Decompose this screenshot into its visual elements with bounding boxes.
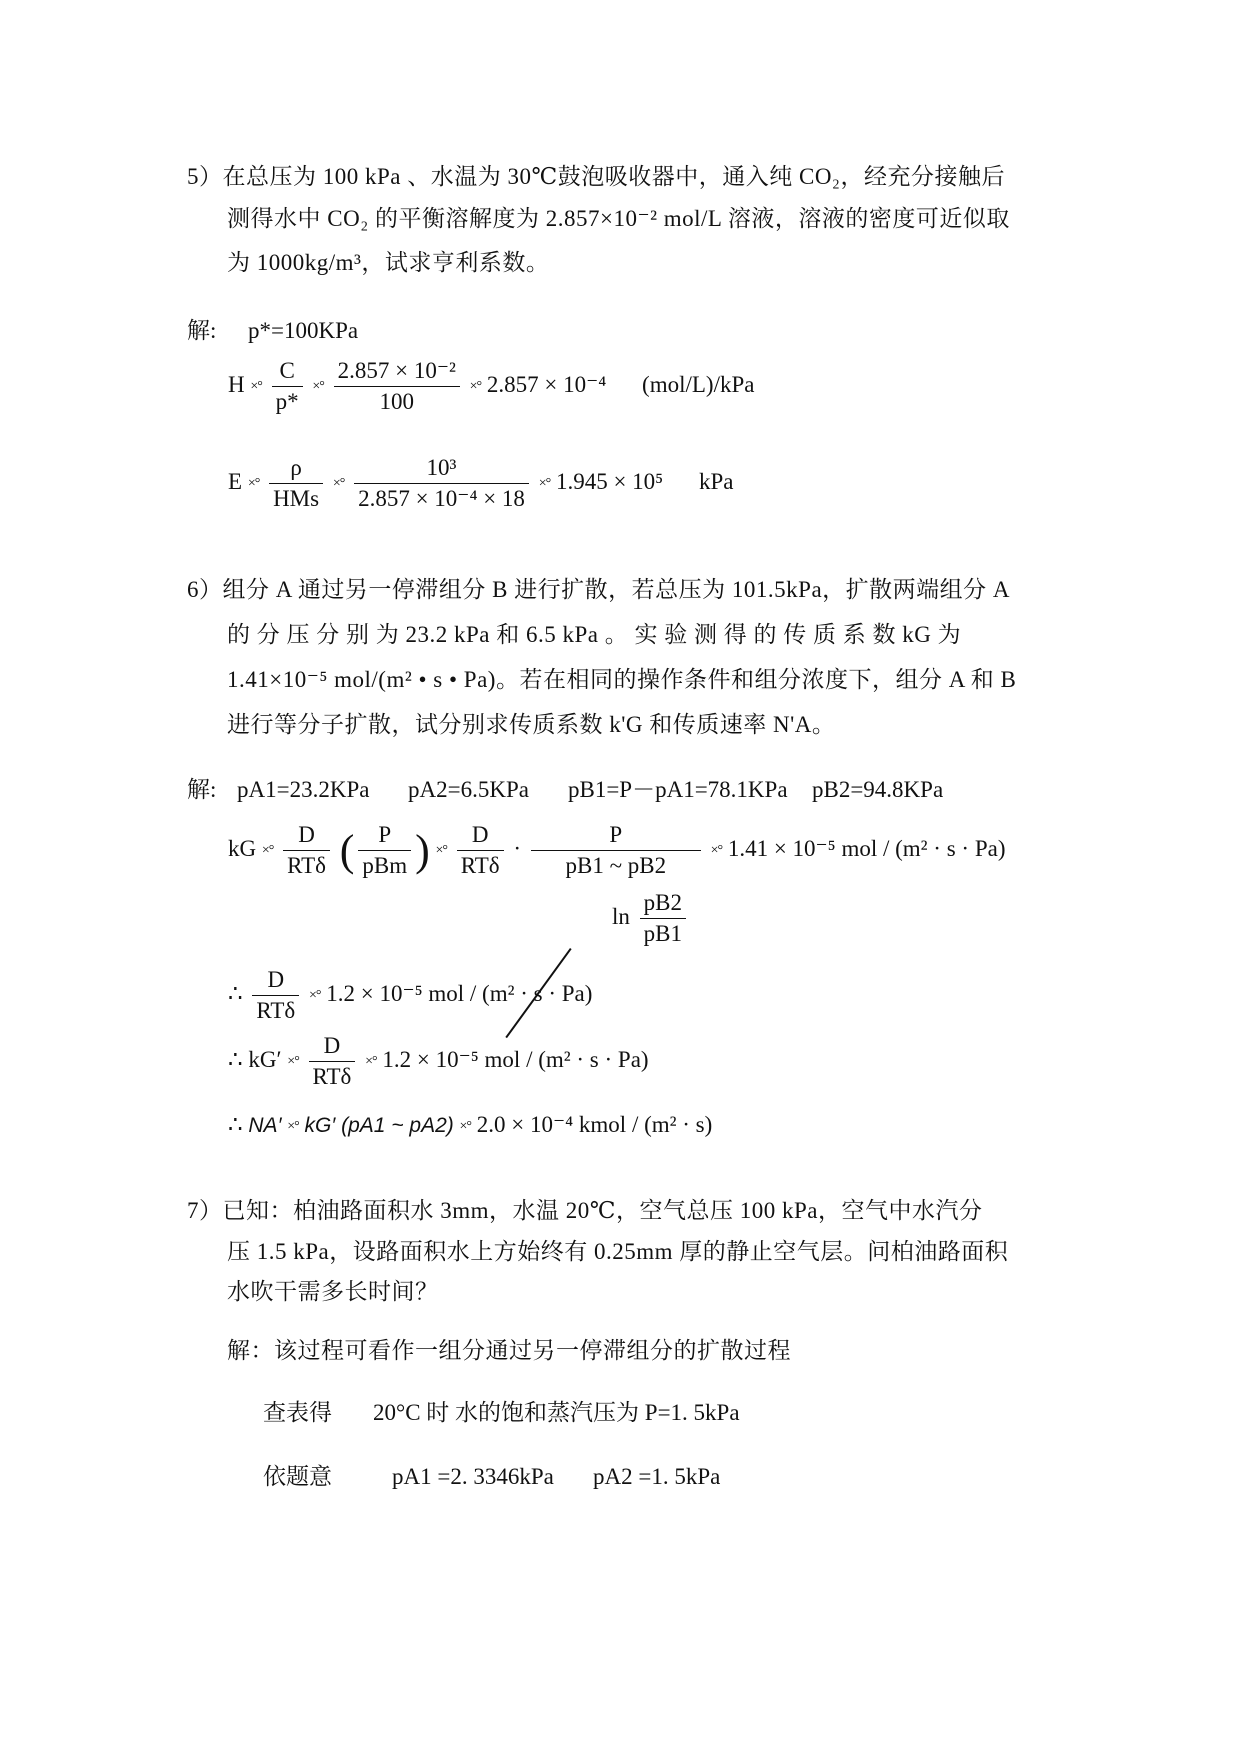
H-result: 2.857 × 10⁻⁴ — [486, 371, 607, 397]
s6-result3: ∴ NA′ ×° kG′ (pA1 ~ pA2) ×° 2.0 × 10⁻⁴ kmol / (m² · s) — [228, 1112, 713, 1137]
s6-pA2: pA2=6.5KPa — [408, 777, 529, 802]
H-unit: (mol/L)/kPa — [642, 371, 755, 397]
s7-lookup-label: 查表得 — [263, 1400, 332, 1425]
q6-line1: 6）组分 A 通过另一停滞组分 B 进行扩散，若总压为 101.5kPa，扩散两端组分 A — [187, 577, 1011, 602]
kG-frac1: $\frac{D}{\text{RTδ}}$ — [283, 822, 330, 879]
s6-head: 解: — [187, 777, 217, 802]
s7-pA1: pA1 =2. 3346kPa — [392, 1464, 554, 1489]
kG-big-frac: $\frac{P}{pB1 \sim pB2}$ — [531, 822, 701, 879]
s5-head: 解: — [187, 318, 217, 343]
kG-paren-frac: $\frac{P}{\text{pBm}}$ — [358, 822, 411, 879]
kG-frac2: $\frac{D}{\text{RTδ}}$ — [457, 822, 504, 879]
s5-E-equation: E ×° $\frac{\rho}{\text{HMs}}$ ×° $\frac{\text{10³}}{\text{2.857 × 10⁻⁴ × 18}}$ ×° 1.945 × 10⁵ kPa — [228, 455, 734, 511]
H-frac1: $\frac{C}{p*}$ — [272, 358, 303, 415]
q5-line1: 5）在总压为 100 kPa 、水温为 30℃鼓泡吸收器中，通入纯 CO₂，经充分接触后 — [187, 164, 1005, 189]
E-frac1: $\frac{\rho}{\text{HMs}}$ — [269, 455, 323, 512]
s6-kG-equation: kG ×° $\frac{D}{\text{RTδ}}$ ( $\frac{P}{\text{pBm}}$ ) ×° $\frac{D}{\text{RTδ}}$ · $\frac{P}{pB1 \sim pB2}$ ×° 1.41 × 10⁻⁵ mol / (m² · s · Pa) — [228, 822, 1006, 878]
q7-line1: 7）已知：柏油路面积水 3mm，水温 20℃，空气总压 100 kPa，空气中水汽分 — [187, 1198, 983, 1223]
kG-result: 1.41 × 10⁻⁵ mol / (m² · s · Pa) — [727, 835, 1006, 861]
H-lhs: H — [228, 371, 245, 397]
E-lhs: E — [228, 468, 243, 494]
E-unit: kPa — [698, 468, 734, 494]
q7-line2: 压 1.5 kPa，设路面积水上方始终有 0.25mm 厚的静止空气层。问柏油路面积 — [227, 1239, 1009, 1264]
q7-line3: 水吹干需多长时间？ — [227, 1279, 439, 1304]
s6-pA1: pA1=23.2KPa — [237, 777, 370, 802]
s6-result2: ∴ kG′ ×° $\frac{D}{\text{RTδ}}$ ×° 1.2 × 10⁻⁵ mol / (m² · s · Pa) — [228, 1033, 649, 1089]
s7-line1: 解：该过程可看作一组分通过另一停滞组分的扩散过程 — [227, 1338, 791, 1363]
H-frac2: $\frac{\text{2.857 × 10⁻²}}{100}$ — [334, 358, 460, 415]
s6-pB1: pB1=P－pA1=78.1KPa — [568, 777, 788, 802]
s5-H-equation: H ×° $\frac{C}{p*}$ ×° $\frac{\text{2.857 × 10⁻²}}{100}$ ×° 2.857 × 10⁻⁴ (mol/L)/kPa — [228, 358, 755, 414]
s6-result1: ∴ $\frac{D}{\text{RTδ}}$ ×° 1.2 × 10⁻⁵ mol / (m² · s · Pa) — [228, 967, 593, 1023]
s5-p-star: p*=100KPa — [248, 318, 359, 343]
s7-given-label: 依题意 — [263, 1464, 332, 1489]
q5-line2: 测得水中 CO₂ 的平衡溶解度为 2.857×10⁻² mol/L 溶液，溶液的密度可近似取 — [227, 206, 1010, 231]
s7-pA2: pA2 =1. 5kPa — [593, 1464, 721, 1489]
q6-line4: 进行等分子扩散，试分别求传质系数 k'G 和传质速率 N'A。 — [227, 712, 836, 737]
kG-lhs: kG — [228, 835, 257, 861]
q5-line3: 为 1000kg/m³，试求亨利系数。 — [227, 250, 550, 275]
E-frac2: $\frac{\text{10³}}{\text{2.857 × 10⁻⁴ × 18}}$ — [354, 455, 529, 512]
s7-lookup-text: 20°C 时 水的饱和蒸汽压为 P=1. 5kPa — [373, 1400, 740, 1425]
q6-line3: 1.41×10⁻⁵ mol/(m² • s • Pa)。若在相同的操作条件和组分浓度下，组分 A 和 B — [227, 667, 1017, 692]
s6-pB2: pB2=94.8KPa — [812, 777, 944, 802]
ln-term: ln $\frac{pB2}{pB1}$ — [612, 890, 690, 947]
q6-line2: 的 分 压 分 别 为 23.2 kPa 和 6.5 kPa 。 实 验 测 得 的 传 质 系 数 kG 为 — [227, 622, 962, 647]
E-result: 1.945 × 10⁵ — [555, 468, 664, 494]
